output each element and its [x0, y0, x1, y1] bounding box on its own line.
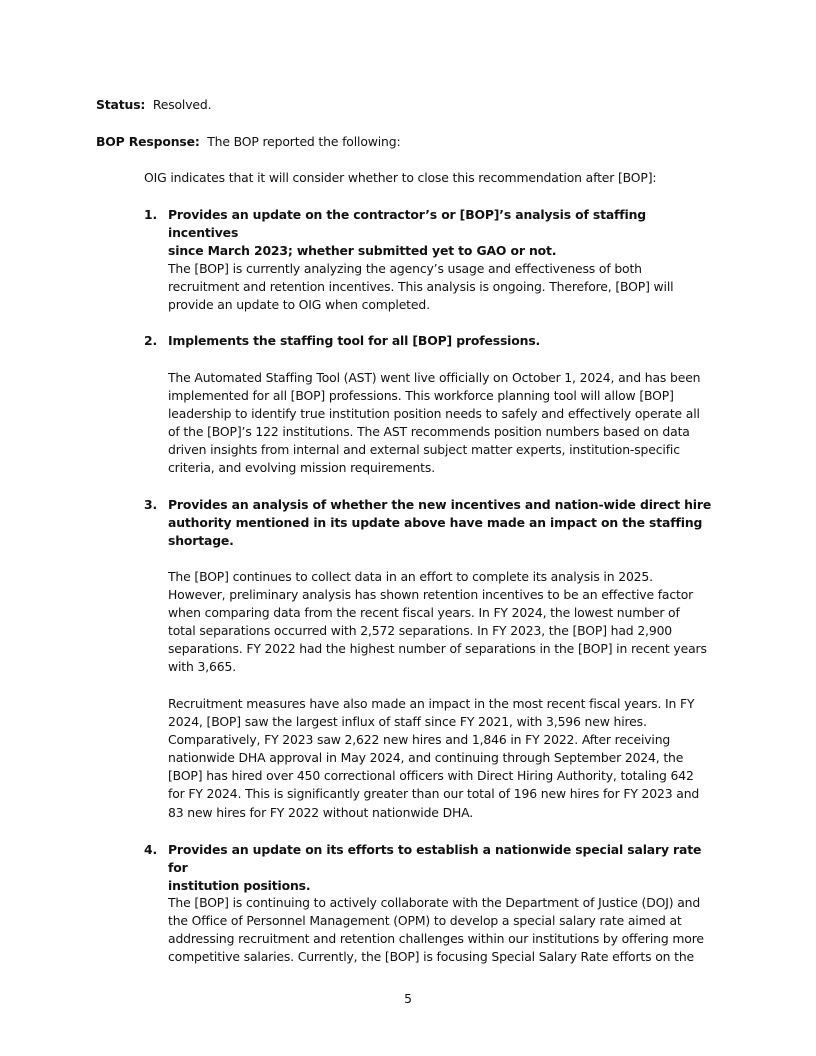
paragraph-line: 83 new hires for FY 2022 without nationwide DHA.	[168, 804, 474, 820]
paragraph-line: [BOP] has hired over 450 correctional officers with Direct Hiring Authority, totaling 642	[168, 768, 694, 784]
paragraph-line: separations. FY 2022 had the highest number of separations in the [BOP] in recent years	[168, 641, 707, 657]
heading-line: Provides an update on its efforts to establish a nationwide special salary rate for	[168, 842, 702, 875]
paragraph-line: competitive salaries. Currently, the [BOP] is focusing Special Salary Rate efforts on the	[168, 949, 695, 965]
paragraph-line: The [BOP] is continuing to actively collaborate with the Department of Justice (DOJ) and	[168, 895, 701, 910]
paragraph-line: nationwide DHA approval in May 2024, and continuing through September 2024, the	[168, 750, 684, 766]
item-heading	[168, 332, 720, 350]
paragraph-line: The [BOP] continues to collect data in an effort to complete its analysis in 2025.	[168, 569, 653, 584]
paragraph-line: for FY 2024. This is significantly greater than our total of 196 new hires for FY 2023 and	[168, 786, 700, 802]
heading-line: Provides an analysis of whether the new incentives and nation-wide direct hire	[168, 497, 712, 512]
item-3-paragraph-2	[168, 695, 724, 822]
paragraph-line: Comparatively, FY 2023 saw 2,622 new hires and 1,846 in FY 2022. After receiving	[168, 732, 671, 748]
status-line	[96, 96, 211, 114]
page-number: 5	[404, 991, 412, 1006]
paragraph-line: implemented for all [BOP] professions. This workforce planning tool will allow [BOP]	[168, 388, 674, 404]
paragraph-line: addressing recruitment and retention challenges within our institutions by offering more	[168, 931, 704, 947]
status-value: Resolved.	[152, 97, 212, 112]
paragraph-line: Recruitment measures have also made an impact in the most recent fiscal years. In FY	[168, 696, 695, 711]
item-number: 2.	[144, 333, 158, 348]
heading-line: Provides an update on the contractor’s or [BOP]’s analysis of staffing incentives	[168, 207, 647, 240]
paragraph-line: the Office of Personnel Management (OPM) to develop a special salary rate aimed at	[168, 913, 682, 929]
paragraph-line: criteria, and evolving mission requirements.	[168, 460, 435, 476]
item-heading	[168, 841, 720, 895]
paragraph-line: The [BOP] is currently analyzing the agency’s usage and effectiveness of both	[168, 261, 642, 276]
item-4-paragraph-1	[168, 894, 724, 966]
item-number: 4.	[144, 842, 158, 857]
heading-line: shortage.	[168, 533, 234, 548]
paragraph-line: The Automated Staffing Tool (AST) went live officially on October 1, 2024, and has been	[168, 370, 701, 385]
paragraph-line: total separations occurred with 2,572 separations. In FY 2023, the [BOP] had 2,900	[168, 623, 673, 639]
item-3-paragraph-1	[168, 568, 724, 677]
item-heading	[168, 496, 720, 550]
heading-line: authority mentioned in its update above have made an impact on the staffing	[168, 515, 703, 530]
paragraph-line: driven insights from internal and external subject matter experts, institution-specific	[168, 442, 680, 458]
heading-line: Implements the staffing tool for all [BOP] professions.	[168, 333, 541, 348]
paragraph-line: provide an update to OIG when completed.	[168, 297, 430, 313]
status-label: Status:	[96, 97, 146, 112]
item-2-paragraph-1	[168, 369, 724, 478]
item-number: 3.	[144, 497, 158, 512]
paragraph-line: However, preliminary analysis has shown retention incentives to be an effective factor	[168, 587, 694, 603]
item-1-paragraph-1	[168, 260, 724, 314]
heading-line: institution positions.	[168, 878, 311, 893]
paragraph-line: 2024, [BOP] saw the largest influx of staff since FY 2021, with 3,596 new hires.	[168, 714, 647, 730]
bop-response-line	[96, 133, 400, 151]
bop-response-value: The BOP reported the following:	[207, 134, 401, 149]
paragraph-line: with 3,665.	[168, 659, 236, 675]
paragraph-line: of the [BOP]’s 122 institutions. The AST recommends position numbers based on data	[168, 424, 690, 440]
intro-text: OIG indicates that it will consider whether to close this recommendation after [BOP]:	[144, 170, 657, 185]
item-heading	[168, 206, 720, 260]
item-number: 1.	[144, 207, 158, 222]
heading-line: since March 2023; whether submitted yet to GAO or not.	[168, 243, 557, 258]
bop-response-label: BOP Response:	[96, 134, 200, 149]
paragraph-line: recruitment and retention incentives. This analysis is ongoing. Therefore, [BOP] will	[168, 279, 674, 295]
paragraph-line: leadership to identify true institution position needs to safely and effectively operate all	[168, 406, 700, 422]
paragraph-line: when comparing data from the recent fiscal years. In FY 2024, the lowest number of	[168, 605, 680, 621]
